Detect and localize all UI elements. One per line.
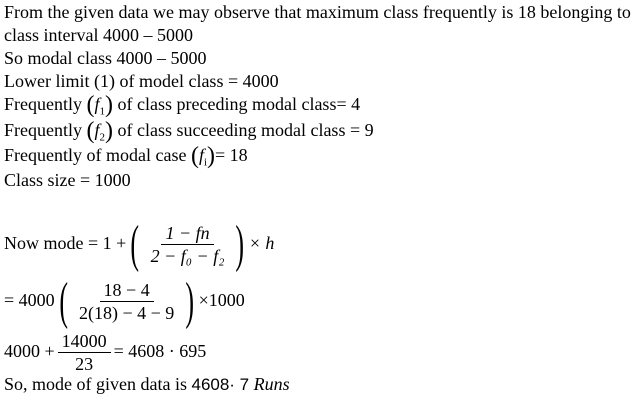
text: ×1000: [198, 290, 245, 310]
formula-line: Now mode = 1 +( $\frac{1 - fn}{\text{2 − f₀ − f₂}}$ ) × h: [4, 215, 275, 273]
text: = 4608 · 695: [113, 341, 207, 361]
text: 4000 +: [4, 341, 55, 361]
fraction: [58, 330, 111, 375]
text-line: Frequently of modal case $(f_i)= 18$: [4, 143, 248, 169]
subscript: 2: [99, 131, 106, 144]
formula-line: = 4000( $\frac{18 - 4}{2(18) - 4 - 9}$ ) ×1000: [4, 272, 245, 330]
fraction: [147, 222, 229, 267]
text: × h: [248, 233, 275, 253]
text-line: So modal class 4000 – 5000: [4, 48, 207, 68]
text-line: Class size = 1000: [4, 170, 131, 190]
text: of class succeeding modal class = 9: [117, 120, 374, 140]
denominator: 23: [75, 354, 94, 375]
denominator: 2(18) − 4 − 9: [78, 303, 175, 324]
text: of class preceding modal class= 4: [117, 94, 361, 114]
text-line: class interval 4000 – 5000: [4, 25, 193, 45]
text: Frequently of modal case: [4, 145, 187, 165]
subscript: i: [203, 156, 208, 169]
unit: Runs: [253, 374, 290, 394]
text: = 1 +: [88, 233, 127, 253]
symbol: f: [198, 145, 204, 165]
text: Frequently: [4, 120, 82, 140]
symbol: f: [94, 120, 100, 140]
text: = 18: [215, 145, 248, 165]
text-line: Lower limit (1) of model class = 4000: [4, 71, 279, 91]
numerator: 1 − fn: [161, 222, 213, 245]
text-line: [4, 374, 290, 395]
denominator: 2 − f₀ − f₂: [150, 246, 225, 267]
answer-value: 4608· 7: [191, 375, 250, 394]
subscript: 1: [99, 105, 106, 118]
numerator: 14000: [58, 330, 111, 353]
fraction: [75, 279, 178, 324]
text: Now mode: [4, 233, 84, 253]
text: So, mode of given data is: [4, 374, 187, 394]
text-line: Frequently $(f_2)$ of class succeeding modal class = 9: [4, 118, 374, 144]
text-line: From the given data we may observe that maximum class frequently is 18 belonging to: [4, 2, 631, 22]
numerator: 18 − 4: [100, 279, 154, 302]
text-line: Frequently $(f_1)$ of class preceding modal class= 4: [4, 92, 361, 118]
formula-line: [4, 326, 206, 376]
text: = 4000: [4, 290, 55, 310]
symbol: f: [94, 94, 100, 114]
text: Frequently: [4, 94, 82, 114]
